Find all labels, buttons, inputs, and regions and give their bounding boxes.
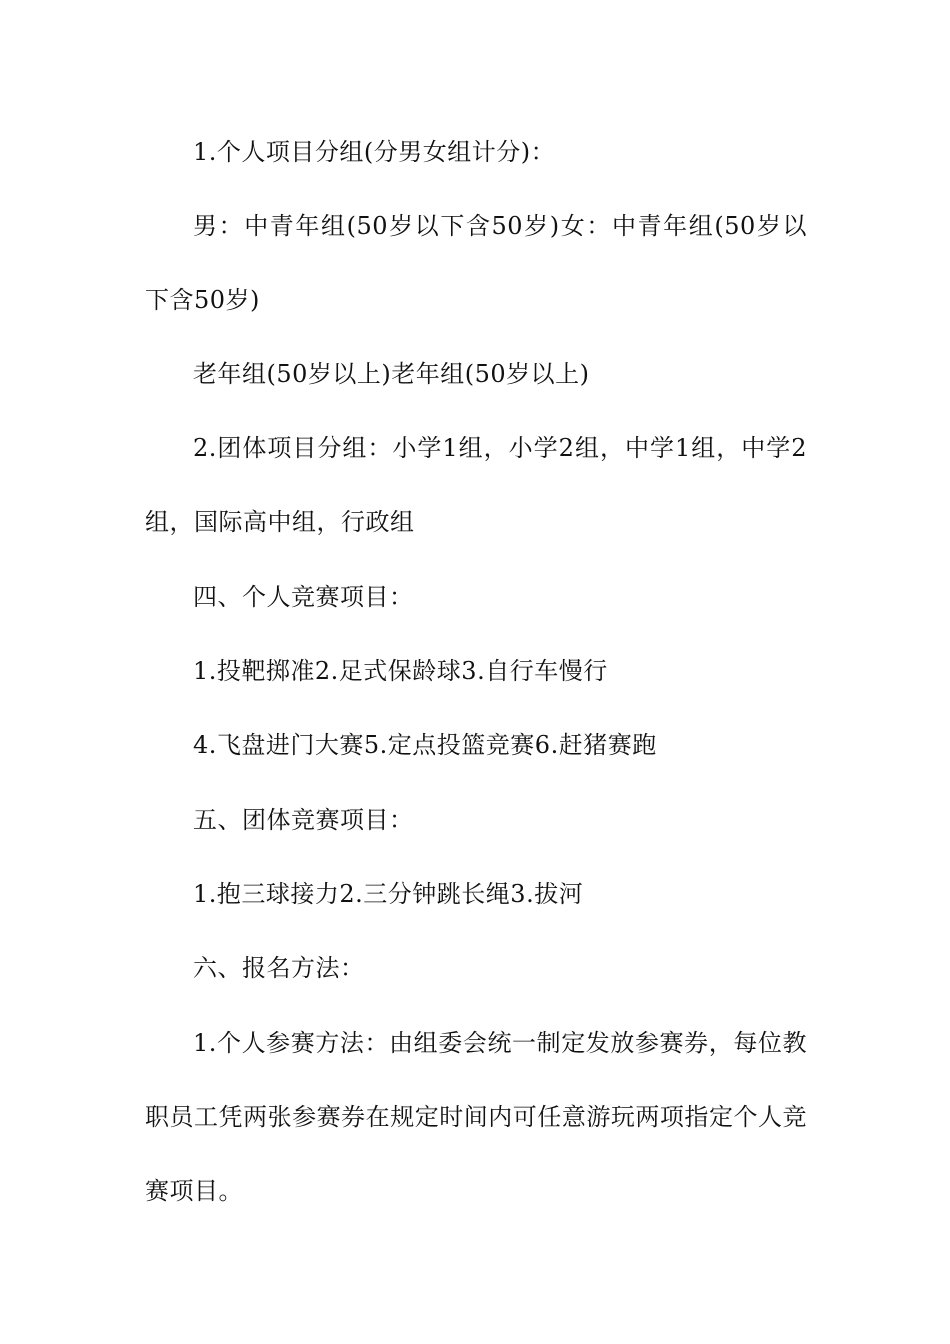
heading-individual-events: 四、个人竞赛项目： (193, 583, 414, 611)
paragraph-individual-registration: 1.个人参赛方法：由组委会统一制定发放参赛券，每位教职员工凭两张参赛券在规定时间内可任意游玩两项指定个人竞赛项目。 (145, 1029, 807, 1205)
paragraph-male-female-youth: 男：中青年组(50岁以下含50岁)女：中青年组(50岁以下含50岁) (145, 212, 807, 314)
heading-registration: 六、报名方法： (193, 954, 365, 982)
heading-team-events: 五、团体竞赛项目： (193, 806, 414, 834)
paragraph-individual-groups: 1.个人项目分组(分男女组计分)： (193, 138, 556, 166)
paragraph-individual-events-2: 4.飞盘进门大赛5.定点投篮竞赛6.赶猪赛跑 (193, 731, 657, 759)
paragraph-senior-groups: 老年组(50岁以上)老年组(50岁以上) (193, 360, 590, 388)
paragraph-individual-events-1: 1.投靶掷准2.足式保龄球3.自行车慢行 (193, 657, 608, 685)
paragraph-team-events: 1.抱三球接力2.三分钟跳长绳3.拔河 (193, 880, 584, 908)
paragraph-team-groups: 2.团体项目分组：小学1组，小学2组，中学1组，中学2组，国际高中组，行政组 (145, 434, 807, 536)
